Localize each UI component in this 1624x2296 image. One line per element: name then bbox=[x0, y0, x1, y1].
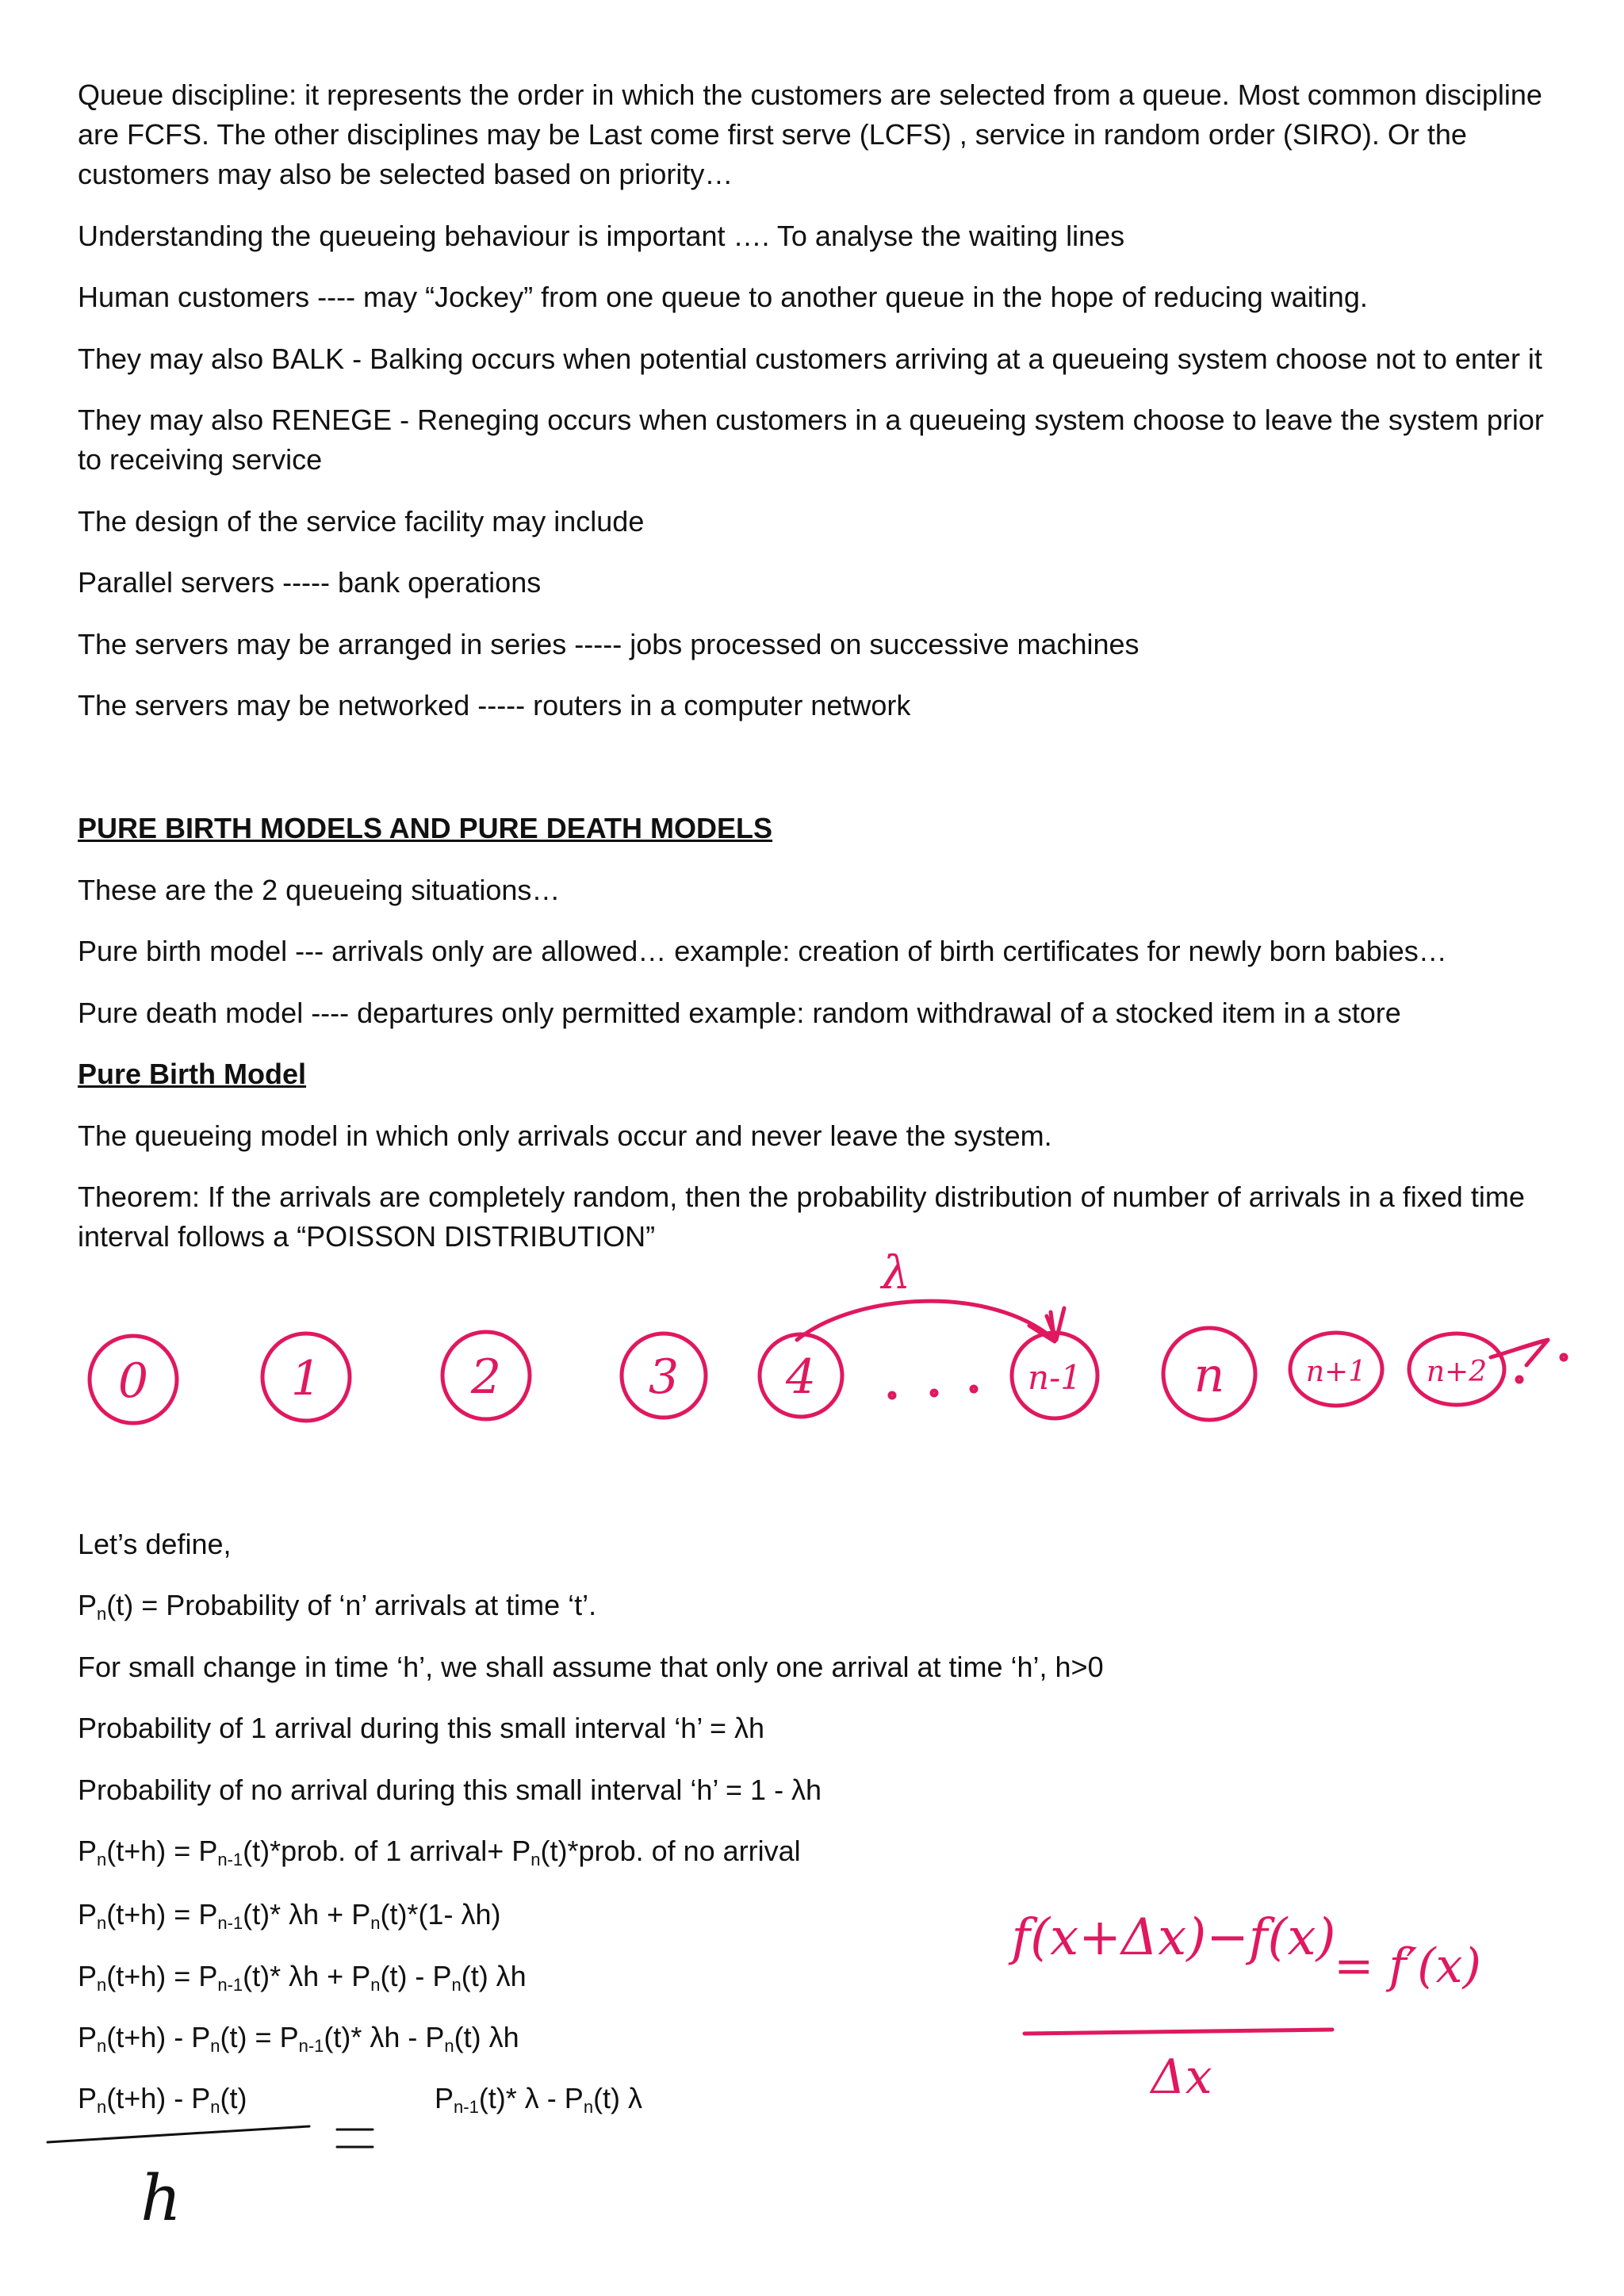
p-symbol: P bbox=[78, 1589, 98, 1621]
p-symbol: P bbox=[191, 2021, 211, 2053]
state-label-n+1: n+1 bbox=[1305, 1356, 1367, 1388]
equation-5-right bbox=[435, 2079, 642, 2118]
queueing-behaviour-line: Understanding the queueing behaviour is important …. To analyse the waiting lines bbox=[78, 220, 1125, 252]
subscript-n: n bbox=[97, 1604, 107, 1624]
p-symbol: P bbox=[198, 1835, 218, 1867]
eq-text: (t+h) - bbox=[106, 2021, 192, 2053]
p-symbol: P bbox=[78, 2082, 98, 2114]
subscript-n: n bbox=[97, 2036, 107, 2056]
p-symbol: P bbox=[191, 2082, 211, 2114]
eq-text: (t) λ bbox=[593, 2082, 643, 2114]
eq-text: (t)* λh + bbox=[243, 1960, 352, 1992]
state-label-n: n bbox=[1193, 1348, 1225, 1403]
equation-3 bbox=[78, 1957, 527, 1996]
eq-text: (t+h) = bbox=[106, 1960, 199, 1992]
state-label-0: 0 bbox=[117, 1353, 149, 1409]
eq-text: (t)*prob. of no arrival bbox=[540, 1835, 801, 1867]
eq-text: (t) = bbox=[220, 2021, 280, 2053]
lets-define-line: Let’s define, bbox=[78, 1528, 232, 1560]
eq-text: (t) bbox=[220, 2082, 247, 2114]
p-symbol: P bbox=[511, 1835, 531, 1867]
small-change-line: For small change in time ‘h’, we shall assume that only one arrival at time ‘h’, h>0 bbox=[78, 1651, 1104, 1683]
p-symbol: P bbox=[198, 1960, 218, 1992]
prob-one-arrival-line: Probability of 1 arrival during this small interval ‘h’ = λh bbox=[78, 1712, 765, 1744]
ellipsis-dot bbox=[971, 1387, 976, 1391]
p-symbol: P bbox=[78, 1898, 98, 1931]
eq-text: (t)*(1- λh) bbox=[380, 1898, 501, 1931]
eq-text: (t)* λ - bbox=[478, 2082, 565, 2114]
balk-line: They may also BALK - Balking occurs when potential customers arriving at a queueing system choose not to enter it bbox=[78, 342, 1542, 375]
networked-servers-line: The servers may be networked ----- routers in a computer network bbox=[78, 689, 911, 721]
prob-no-arrival-line: Probability of no arrival during this small interval ‘h’ = 1 - λh bbox=[78, 1774, 822, 1806]
state-label-4: 4 bbox=[785, 1349, 817, 1405]
series-servers-line: The servers may be arranged in series ----- jobs processed on successive machines bbox=[78, 628, 1139, 660]
p-symbol: P bbox=[435, 2082, 454, 2114]
subscript-n: n bbox=[444, 2036, 454, 2056]
ellipsis-dot bbox=[1561, 1355, 1566, 1360]
parallel-servers-line: Parallel servers ----- bank operations bbox=[78, 566, 542, 599]
pure-death-line: Pure death model ---- departures only permitted example: random withdrawal of a stocked item in a store bbox=[78, 997, 1401, 1029]
subscript-n: n bbox=[530, 1850, 541, 1869]
jockey-line: Human customers ---- may “Jockey” from one queue to another queue in the hope of reducing waiting. bbox=[78, 281, 1368, 313]
subscript-n: n bbox=[451, 1975, 462, 1995]
subscript-n: n bbox=[97, 1975, 107, 1995]
two-situations-line: These are the 2 queueing situations… bbox=[78, 874, 561, 906]
state-circle-0 bbox=[90, 1336, 177, 1423]
p-symbol: P bbox=[78, 1960, 98, 1992]
subscript-n: n bbox=[583, 2097, 594, 2117]
p-symbol: P bbox=[564, 2082, 584, 2114]
pure-birth-line: Pure birth model --- arrivals only are allowed… example: creation of birth certificates for newly born babies… bbox=[78, 935, 1447, 967]
derivative-numerator: f(x+Δx)−f(x) bbox=[1011, 1908, 1336, 1967]
rate-label-lambda: λ bbox=[881, 1246, 911, 1299]
fraction-line bbox=[48, 2126, 309, 2142]
p-symbol: P bbox=[425, 2021, 445, 2053]
service-facility-line: The design of the service facility may include bbox=[78, 505, 645, 538]
pn-definition-text: (t) = Probability of ‘n’ arrivals at time ‘t’. bbox=[106, 1589, 597, 1621]
subscript-n: n bbox=[97, 1850, 107, 1869]
p-symbol: P bbox=[351, 1898, 371, 1931]
fraction-denominator-h: h bbox=[140, 2161, 182, 2235]
derivative-denominator: Δx bbox=[1151, 2049, 1212, 2105]
eq-text: (t+h) = bbox=[106, 1835, 199, 1867]
equation-5-numerator-left bbox=[78, 2079, 247, 2118]
transition-arc bbox=[797, 1301, 1055, 1340]
subscript-n-1: n-1 bbox=[217, 1975, 243, 1995]
equation-1 bbox=[78, 1831, 801, 1871]
state-circle-n bbox=[1163, 1328, 1255, 1420]
state-circle-1 bbox=[262, 1334, 350, 1421]
arrowhead-icon bbox=[1029, 1312, 1055, 1341]
equation-2 bbox=[78, 1895, 500, 1934]
pn-definition-line bbox=[78, 1586, 1568, 1625]
subscript-n: n bbox=[370, 1975, 381, 1995]
fraction-bar bbox=[1025, 2030, 1332, 2034]
state-circle-n+1 bbox=[1290, 1333, 1382, 1406]
state-circle-4 bbox=[760, 1334, 842, 1417]
state-label-3: 3 bbox=[648, 1349, 680, 1405]
eq-text: (t) λh bbox=[454, 2021, 519, 2053]
theorem-paragraph: Theorem: If the arrivals are completely random, then the probability distribution of number of arrivals in a fixed time interval follows a “POISSON DISTRIBUTION” bbox=[78, 1181, 1525, 1253]
subscript-n-1: n-1 bbox=[298, 2036, 324, 2056]
derivative-result: = f′(x) bbox=[1334, 1938, 1481, 1994]
state-circle-n+2 bbox=[1409, 1334, 1504, 1405]
subscript-n: n bbox=[210, 2097, 220, 2117]
renege-paragraph: They may also RENEGE - Reneging occurs when customers in a queueing system choose to leave the system prior to receiving service bbox=[78, 404, 1544, 476]
eq-text: (t+h) - bbox=[106, 2082, 192, 2114]
ellipsis-dot bbox=[1517, 1377, 1522, 1382]
state-label-1: 1 bbox=[290, 1351, 322, 1406]
subscript-n: n bbox=[370, 1913, 381, 1933]
arrowhead-icon bbox=[1516, 1340, 1548, 1365]
eq-text: (t)* λh + bbox=[243, 1898, 352, 1931]
state-label-2: 2 bbox=[470, 1349, 502, 1405]
subscript-n: n bbox=[97, 2097, 107, 2117]
p-symbol: P bbox=[279, 2021, 299, 2053]
state-circle-3 bbox=[622, 1334, 706, 1418]
subscript-n-1: n-1 bbox=[217, 1913, 243, 1933]
subscript-n: n bbox=[210, 2036, 220, 2056]
trailing-arrow bbox=[1491, 1340, 1548, 1357]
subscript-n: n bbox=[97, 1913, 107, 1933]
pure-birth-definition-line: The queueing model in which only arrivals occur and never leave the system. bbox=[78, 1119, 1052, 1152]
state-circle-2 bbox=[442, 1332, 530, 1419]
eq-text: (t) - bbox=[380, 1960, 433, 1992]
arrowhead-icon bbox=[1047, 1308, 1064, 1340]
ellipsis-dot bbox=[890, 1393, 894, 1398]
state-label-n-1: n-1 bbox=[1028, 1358, 1082, 1397]
subscript-n-1: n-1 bbox=[217, 1850, 243, 1869]
subscript-n-1: n-1 bbox=[454, 2097, 479, 2117]
p-symbol: P bbox=[351, 1960, 371, 1992]
pure-birth-model-heading: Pure Birth Model bbox=[78, 1058, 307, 1090]
section-heading: PURE BIRTH MODELS AND PURE DEATH MODELS bbox=[78, 812, 773, 844]
eq-text: (t)* λh - bbox=[324, 2021, 426, 2053]
p-symbol: P bbox=[78, 1835, 98, 1867]
equation-4 bbox=[78, 2018, 519, 2057]
p-symbol: P bbox=[78, 2021, 98, 2053]
p-symbol: P bbox=[198, 1898, 218, 1931]
eq-text: (t) λh bbox=[461, 1960, 527, 1992]
state-circle-n-1 bbox=[1012, 1333, 1097, 1418]
state-label-n+2: n+2 bbox=[1426, 1356, 1488, 1388]
p-symbol: P bbox=[432, 1960, 452, 1992]
eq-text: (t)*prob. of 1 arrival+ bbox=[243, 1835, 512, 1867]
queue-discipline-paragraph: Queue discipline: it represents the order in which the customers are selected from a queue. Most common discipline are FCFS. The other disciplines may be Last come first serve (LCFS) , service in random order (SIRO). Or the customers may also be selected based on priority… bbox=[78, 78, 1542, 190]
ellipsis-dot bbox=[932, 1391, 936, 1395]
eq-text: (t+h) = bbox=[106, 1898, 199, 1931]
